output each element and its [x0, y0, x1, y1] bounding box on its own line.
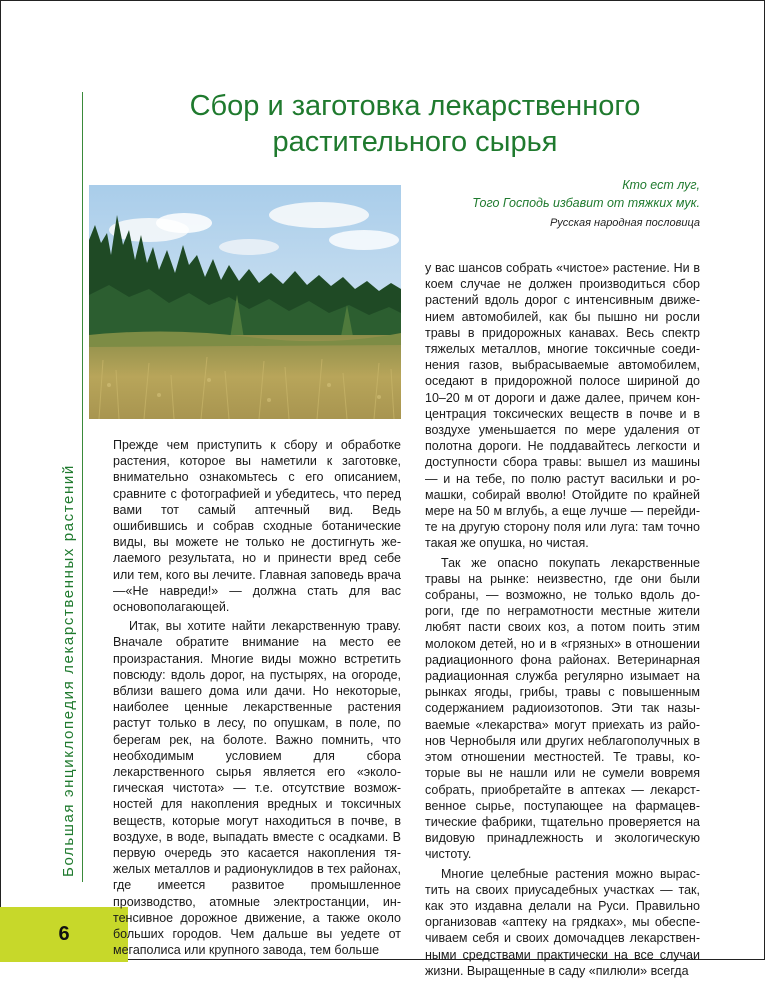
- paragraph: у вас шансов собрать «чистое» растение. Ни в коем случае не должен производиться сбор растений вдоль дорог с интенсивным движением автомобилей, как бы пышно ни росли травы в придорожных канавах. Весь спектр тяжелых металлов, многие токсичные соединения газов, выбрасываемые автомобилем, оседают в придорожной полосе шириной до 10–20 м от дороги и даже далее, причем концентрация токсических веществ в почве и в воздухе уменьшается по мере удаления от полотна дороги. Не поддавайтесь легкости и доступности сбора травы: вышел из машины — и на тебе, по полю растут васильки и ромашки, собирай вволю! Отойдите по крайней мере на 50 м вглубь, а еще лучше — перейдите на другую сторону поля или луга: там точно такая же опушка, но чистая.: [425, 261, 700, 551]
- left-text-column: [113, 437, 401, 962]
- epigraph: [440, 176, 700, 212]
- right-text-column: [425, 260, 700, 982]
- article-title: Сбор и заготовка лекарственного растительного сырья: [189, 90, 641, 158]
- paragraph: Итак, вы хотите найти лекарственную траву. Вначале обратите внимание на место ее произрастания. Многие виды можно встретить повсюду: вдоль дорог, на пустырях, на огороде, вблизи вашего дома или дачи. Но некоторые, наиболее ценные лекарственные растения растут только в лесу, по опушкам, в поле, по берегам рек, на болоте. Важно помнить, что необходимым условием для сбора лекарственного сырья является его «экологическая чистота» — т.е. отсутствие возможностей для накопления вредных и токсичных веществ, которые могут находиться в почве, в воздухе, в воде, выпадать вместе с осадками. В первую очередь это касается накопления тяжелых металлов и радионуклидов в тех районах, где имеется развитое промышленное производство, атомные электростанции, интенсивное дорожное движение, а также около больших городов. Чем дальше вы уедете от мегаполиса или крупного завода, тем больше: [113, 619, 401, 958]
- page-number: 6: [58, 923, 70, 945]
- side-divider: [82, 92, 83, 882]
- epigraph-line: Того Господь избавит от тяжких мук.: [472, 196, 700, 210]
- paragraph: Прежде чем приступить к сбору и обработке растения, которое вы наметили к заготовке, внимательно ознакомьтесь с его описанием, сравните с фотографией и убедитесь, что перед вами тот самый аптечный вид. Ведь ошибившись и собрав сходные ботанические виды, вы можете не только не достигнуть желаемого результата, но и принести вред себе или тем, кого вы лечите. Главная заповедь врача —«Не навреди!» — должна стать для вас основополагающей.: [113, 438, 401, 615]
- paragraph: Так же опасно покупать лекарственные травы на рынке: неизвестно, где они были собраны, — возможно, не только вдоль дороги, где по неграмотности местные жители любят пасти своих коз, а потом поить этим молоком детей, но и в «грязных» в отношении радиационного фона районах. Ветеринарная радиационная служба регулярно изымает на рынках ягоды, грибы, травы с повышенным содержанием радиоизотопов. Эти так называемые «лекарства» могут приехать из районов Чернобыля или других неблагополучных в этом отношении местностей. Те травы, которые вы не нашли или не сумели вовремя собрать, приобретайте в аптеках — лекарственное сырье, поступающее на фармацевтические фабрики, тщательно проверяется на видовую принадлежность и экологическую чистоту.: [425, 555, 700, 862]
- meadow-forest-photo: [89, 185, 401, 419]
- epigraph-attribution: Русская народная пословица: [549, 217, 700, 229]
- paragraph: Многие целебные растения можно выраcтить на своих приусадебных участках — так, как это издавна делали на Руси. Правильно организовав «аптеку на грядках», мы обеспечиваем себя и своих домочадцев лекарственными средствами практически на все случаи жизни. Выращенные в саду «пилюли» всегда: [425, 866, 700, 978]
- running-title: Большая энциклопедия лекарственных растений: [60, 464, 77, 877]
- epigraph-line: Кто ест луг,: [622, 178, 700, 192]
